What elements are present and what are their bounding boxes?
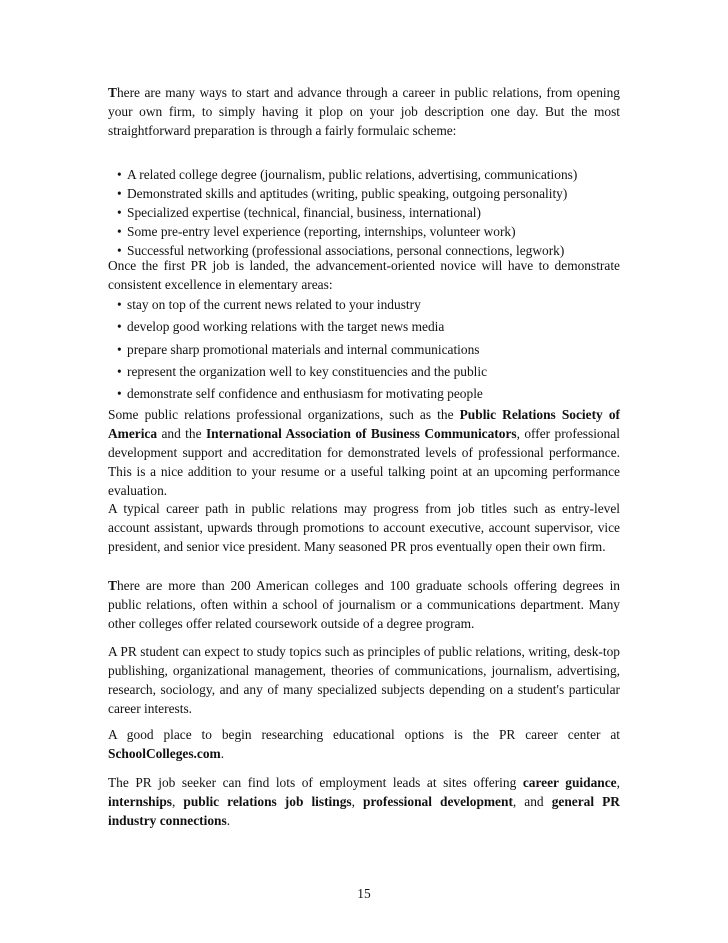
schoolcolleges-link[interactable]: SchoolColleges.com xyxy=(108,746,221,761)
organizations-paragraph: Some public relations professional organizations, such as the Public Relations Society of America and the International Association of Business Communicators, offer professional development support and accreditation for demonstrated levels of professional performance. This is a nice addition to your resume or a useful talking point at an upcoming performance evaluation. xyxy=(108,407,620,498)
list-item: • Demonstrated skills and aptitudes (writing, public speaking, outgoing personality) xyxy=(117,186,568,201)
intro-paragraph xyxy=(108,83,620,140)
list-item: • Successful networking (professional associations, personal connections, legwork) xyxy=(117,243,565,258)
bullet-icon: • xyxy=(117,363,122,379)
excellence-list xyxy=(108,294,628,405)
bullet-icon: • xyxy=(117,186,122,201)
colleges-paragraph: There are more than 200 American colleges and 100 graduate schools offering degrees in public relations, often within a school of journalism or a communications department. Many other colleges offer related coursework outside of a degree program. xyxy=(108,578,620,631)
bullet-icon: • xyxy=(117,243,122,258)
list-item: • stay on top of the current news related to your industry xyxy=(108,294,628,316)
bullet-icon: • xyxy=(117,341,122,357)
list-item: • represent the organization well to key constituencies and the public xyxy=(108,361,628,383)
list-item: • Specialized expertise (technical, financial, business, international) xyxy=(117,205,481,220)
job-seeker-paragraph: The PR job seeker can find lots of employment leads at sites offering career guidance, internships, public relations job listings, professional development, and general PR industry connections. xyxy=(108,775,620,828)
bullet-icon: • xyxy=(117,386,122,402)
bullet-icon: • xyxy=(117,224,122,239)
bullet-icon: • xyxy=(117,205,122,220)
advancement-paragraph: Once the first PR job is landed, the advancement-oriented novice will have to demonstrate consistent excellence in elementary areas: xyxy=(108,258,620,292)
page-number: 15 xyxy=(357,886,371,901)
prsa-name: Public Relations Society of America xyxy=(108,407,620,441)
list-item: • prepare sharp promotional materials and internal communications xyxy=(108,339,628,361)
list-item: • develop good working relations with the target news media xyxy=(108,316,628,338)
qualifications-list xyxy=(108,165,628,260)
list-item: • A related college degree (journalism, public relations, advertising, communications) xyxy=(117,167,578,182)
bullet-icon: • xyxy=(117,297,122,312)
career-path-paragraph: A typical career path in public relations may progress from job titles such as entry-level account assistant, upwards through promotions to account executive, account supervisor, vice president, and senior vice president. Many seasoned PR pros eventually open their own firm. xyxy=(108,501,620,554)
job-listings-link[interactable]: public relations job listings xyxy=(183,794,352,809)
list-item: • Some pre-entry level experience (reporting, internships, volunteer work) xyxy=(117,224,516,239)
internships-link[interactable]: internships xyxy=(108,794,172,809)
industry-connections-link[interactable]: general PR industry connections xyxy=(108,794,620,828)
intro-text: here are many ways to start and advance through a career in public relations, from opening your own firm, to simply having it plop on your job description one day. But the most straightforward preparation is through a fairly formulaic scheme: xyxy=(108,85,620,138)
drop-letter: T xyxy=(108,578,117,593)
career-guidance-link[interactable]: career guidance xyxy=(522,775,617,790)
bullet-icon: • xyxy=(117,319,122,335)
list-item: • demonstrate self confidence and enthusiasm for motivating people xyxy=(108,383,628,405)
professional-development-link[interactable]: professional development xyxy=(363,794,513,809)
drop-letter: T xyxy=(108,85,117,100)
iabc-name: International Association of Business Communicators xyxy=(205,426,517,441)
research-paragraph: A good place to begin researching educational options is the PR career center at SchoolColleges.com. xyxy=(108,727,620,761)
bullet-icon: • xyxy=(117,167,122,182)
study-topics-paragraph: A PR student can expect to study topics such as principles of public relations, writing, desk-top publishing, organizational management, theories of communications, journalism, advertising, research, sociology, and any of many specialized subjects depending on a student's particular career interests. xyxy=(108,644,620,716)
